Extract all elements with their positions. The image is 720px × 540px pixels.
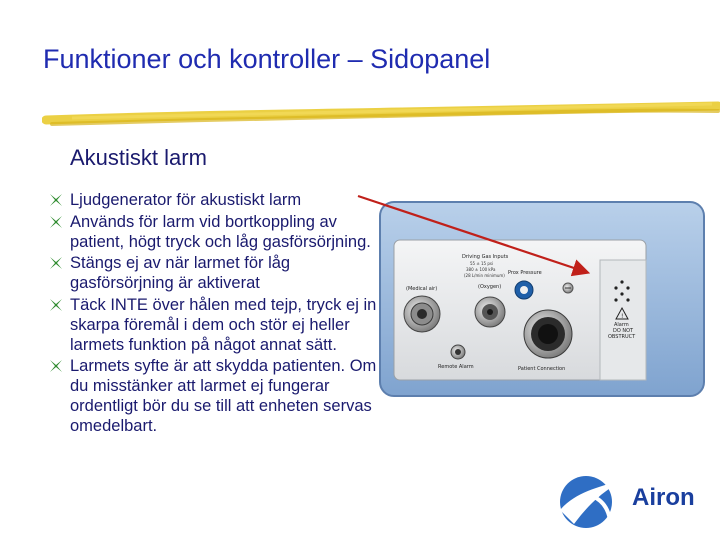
bullet-text: Ljudgenerator för akustiskt larm: [70, 191, 302, 209]
bullet-item: [48, 191, 378, 211]
oxygen-connector: [475, 297, 505, 327]
prox-pressure-label: Prox Pressure: [508, 270, 542, 276]
airon-logo-text: Airon: [632, 484, 695, 511]
remote-alarm-label: Remote Alarm: [438, 364, 474, 370]
diamond-bullet-icon: [48, 297, 64, 313]
driving-gas-spec-kpa: 380 ± 100 kPa: [466, 267, 496, 272]
alarm-label: Alarm: [614, 322, 629, 328]
bullet-item: [48, 213, 378, 253]
diamond-bullet-icon: [48, 214, 64, 230]
diamond-bullet-icon: [48, 192, 64, 208]
oxygen-label: (Oxygen): [478, 284, 502, 290]
airon-logo-icon: [552, 470, 632, 532]
obstruct-label: OBSTRUCT: [608, 334, 636, 340]
bullet-list: [48, 191, 378, 439]
bullet-item: [48, 357, 378, 436]
bullet-text: Täck INTE över hålen med tejp, tryck ej in skarpa föremål i dem och stör ej heller larmets funktion på något annat sätt.: [70, 295, 377, 354]
patient-connection-port: [524, 310, 572, 358]
slide-title: Funktioner och kontroller – Sidopanel: [43, 44, 491, 74]
title-underline: [42, 100, 720, 130]
remote-alarm-connector: [451, 345, 465, 359]
svg-text:!: !: [621, 313, 624, 320]
diamond-bullet-icon: [48, 358, 64, 374]
driving-gas-spec-psi: 55 ± 15 psi: [470, 261, 494, 266]
pointer-arrow: [350, 190, 600, 290]
medical-air-connector: [404, 296, 440, 332]
section-subtitle: Akustiskt larm: [70, 145, 207, 170]
bullet-item: [48, 296, 378, 355]
driving-gas-title: Driving Gas Inputs: [462, 254, 509, 260]
patient-connection-label: Patient Connection: [518, 366, 566, 372]
driving-gas-spec-flow: (28 L/min minimum): [464, 273, 505, 278]
bullet-item: [48, 254, 378, 294]
bullet-text: Larmets syfte är att skydda patienten. Om du misstänker att larmet ej fungerar ordentligt bör du se till att enheten servas omedelbart.: [70, 357, 377, 435]
medical-air-label: (Medical air): [406, 286, 438, 292]
diamond-bullet-icon: [48, 255, 64, 271]
bullet-text: Stängs ej av när larmet för låg gasförsörjning är aktiverat: [70, 254, 291, 293]
do-not-label: DO NOT: [613, 328, 634, 334]
bullet-text: Används för larm vid bortkoppling av patient, högt tryck och låg gasförsörjning.: [70, 212, 371, 251]
device-alarm-area: [600, 260, 646, 380]
